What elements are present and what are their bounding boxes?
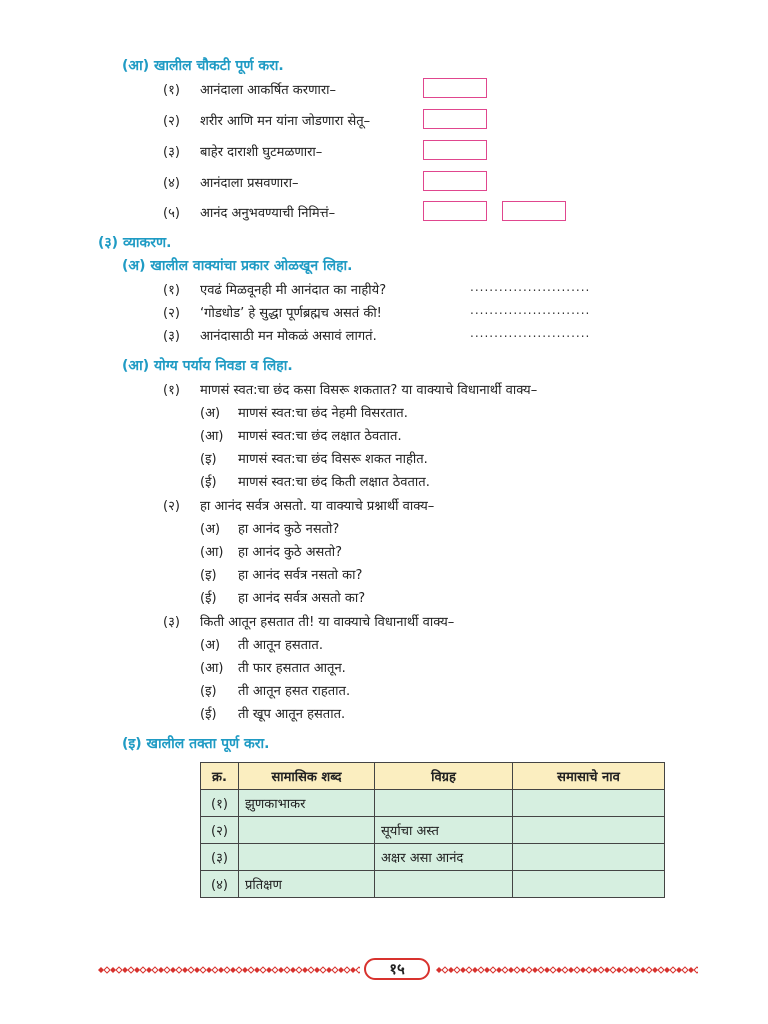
option-text[interactable]: ती आतून हसतात. [238,638,323,653]
option-text[interactable]: माणसं स्वत:चा छंद नेहमी विसरतात. [238,406,408,421]
option-text[interactable]: ती आतून हसत राहतात. [238,684,351,699]
answer-blank[interactable]: ......................... [470,326,591,340]
table-header-row [201,763,665,790]
header-vigraha: विग्रह [375,763,513,790]
cell-vigraha[interactable] [375,871,513,898]
option-text[interactable]: ती खूप आतून हसतात. [238,707,346,722]
answer-box[interactable] [423,78,487,98]
option-text[interactable]: हा आनंद सर्वत्र नसतो का? [238,568,363,583]
option-label: (आ) [200,661,224,676]
option-label: (आ) [200,545,224,560]
item-number: (५) [163,206,180,221]
header-compound-word: सामासिक शब्द [239,763,375,790]
cell-compound-word[interactable] [239,817,375,844]
section-aa-heading: (आ) योग्य पर्याय निवडा व लिहा. [122,358,293,374]
cell-samas-name[interactable] [513,871,665,898]
item-number: (२) [163,114,180,129]
option-label: (अ) [200,638,221,653]
cell-compound-word: प्रतिक्षण [239,871,375,898]
cell-compound-word: झुणकाभाकर [239,790,375,817]
item-text: आनंदाला आकर्षित करणारा– [200,83,337,98]
table-row [201,817,665,844]
cell-serial: (२) [201,817,239,844]
question-text: किती आतून हसतात ती! या वाक्याचे विधानार्थी वाक्य– [200,615,455,630]
option-label: (अ) [200,406,221,421]
samas-table [200,762,665,898]
question-number: (२) [163,499,180,514]
section-a-heading: (अ) खालील वाक्यांचा प्रकार ओळखून लिहा. [122,258,353,274]
answer-box[interactable] [423,140,487,160]
question-text: माणसं स्वत:चा छंद कसा विसरू शकतात? या वाक्याचे विधानार्थी वाक्य– [200,383,538,398]
option-label: (ई) [200,475,217,490]
item-text: आनंदाला प्रसवणारा– [200,176,299,191]
option-text[interactable]: माणसं स्वत:चा छंद किती लक्षात ठेवतात. [238,475,430,490]
answer-box[interactable] [423,201,487,221]
option-text[interactable]: माणसं स्वत:चा छंद लक्षात ठेवतात. [238,429,402,444]
table-row [201,790,665,817]
question-text: हा आनंद सर्वत्र असतो. या वाक्याचे प्रश्नार्थी वाक्य– [200,499,435,514]
section-aa-heading: (आ) खालील चौकटी पूर्ण करा. [122,58,284,74]
page-number: १५ [364,958,430,980]
cell-samas-name[interactable] [513,844,665,871]
item-text: बाहेर दाराशी घुटमळणारा– [200,145,323,160]
option-label: (ई) [200,707,217,722]
option-label: (इ) [200,684,217,699]
item-number: (३) [163,329,180,344]
ornament-border-left [98,966,360,974]
item-number: (२) [163,306,180,321]
option-text[interactable]: हा आनंद सर्वत्र असतो का? [238,591,366,606]
table-row [201,844,665,871]
cell-vigraha[interactable] [375,790,513,817]
cell-serial: (१) [201,790,239,817]
cell-serial: (४) [201,871,239,898]
option-label: (इ) [200,568,217,583]
item-number: (३) [163,145,180,160]
cell-vigraha: अक्षर असा आनंद [375,844,513,871]
option-text[interactable]: हा आनंद कुठे असतो? [238,545,343,560]
ornament-border-right [436,966,698,974]
answer-blank[interactable]: ......................... [470,280,591,294]
item-text: आनंदासाठी मन मोकळं असावं लागतं. [200,329,377,344]
answer-box[interactable] [502,201,566,221]
item-number: (१) [163,283,180,298]
option-label: (इ) [200,452,217,467]
answer-box[interactable] [423,109,487,129]
item-text: ‘गोडधोड’ हे सुद्धा पूर्णब्रह्मच असतं की! [200,306,382,321]
option-text[interactable]: हा आनंद कुठे नसतो? [238,522,340,537]
answer-box[interactable] [423,171,487,191]
section-3-heading: (३) व्याकरण. [98,235,172,251]
item-text: शरीर आणि मन यांना जोडणारा सेतू– [200,114,371,129]
cell-vigraha: सूर्याचा अस्त [375,817,513,844]
cell-serial: (३) [201,844,239,871]
item-text: आनंद अनुभवण्याची निमित्तं– [200,206,336,221]
item-number: (४) [163,176,180,191]
item-number: (१) [163,83,180,98]
question-number: (३) [163,615,180,630]
header-serial: क्र. [201,763,239,790]
header-samas-name: समासाचे नाव [513,763,665,790]
cell-samas-name[interactable] [513,790,665,817]
cell-compound-word[interactable] [239,844,375,871]
question-number: (१) [163,383,180,398]
table-row [201,871,665,898]
option-label: (आ) [200,429,224,444]
option-text[interactable]: ती फार हसतात आतून. [238,661,346,676]
item-text: एवढं मिळवूनही मी आनंदात का नाहीये? [200,283,387,298]
option-label: (ई) [200,591,217,606]
option-text[interactable]: माणसं स्वत:चा छंद विसरू शकत नाहीत. [238,452,428,467]
option-label: (अ) [200,522,221,537]
cell-samas-name[interactable] [513,817,665,844]
answer-blank[interactable]: ......................... [470,303,591,317]
section-i-heading: (इ) खालील तक्ता पूर्ण करा. [122,736,270,752]
